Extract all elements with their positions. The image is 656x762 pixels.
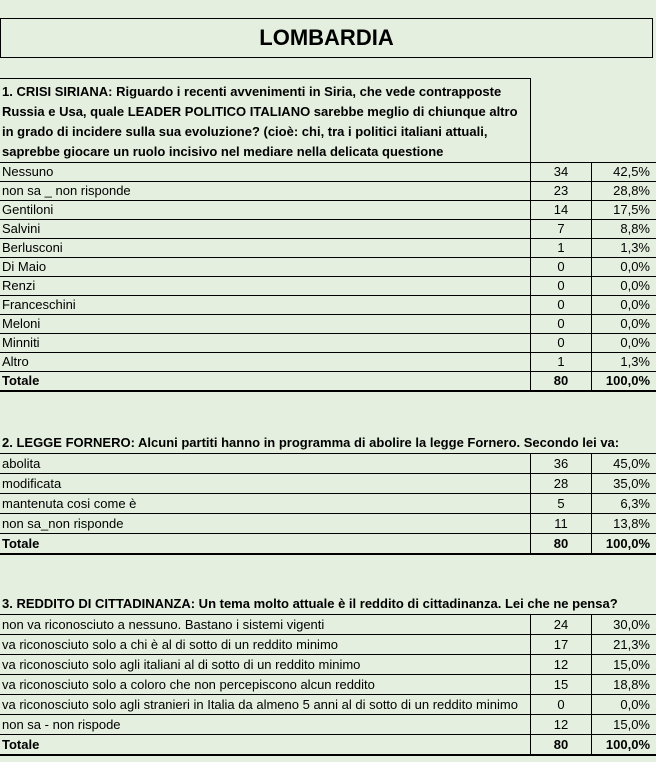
row-label: Franceschini (0, 296, 531, 315)
row-label: Altro (0, 353, 531, 372)
question-2: 2. LEGGE FORNERO: Alcuni partiti hanno in programma di abolire la legge Fornero. Secondo lei va: (2, 435, 620, 450)
row-count: 5 (531, 494, 592, 514)
table-row (0, 220, 656, 239)
total-row (0, 372, 656, 392)
row-label: modificata (0, 474, 531, 494)
row-count: 1 (531, 353, 592, 372)
row-count: 12 (531, 715, 592, 735)
row-count: 36 (531, 454, 592, 474)
table-question-3 (0, 614, 656, 756)
table-row (0, 201, 656, 220)
row-count: 28 (531, 474, 592, 494)
row-percent: 21,3% (592, 635, 656, 655)
row-count: 11 (531, 514, 592, 534)
table-row (0, 514, 656, 534)
row-count: 0 (531, 315, 592, 334)
row-percent: 17,5% (592, 201, 656, 220)
table-row (0, 239, 656, 258)
row-label: abolita (0, 454, 531, 474)
row-count: 1 (531, 239, 592, 258)
table-row (0, 494, 656, 514)
row-count: 34 (531, 163, 592, 182)
table-row (0, 277, 656, 296)
row-label: non sa _ non risponde (0, 182, 531, 201)
row-count: 0 (531, 334, 592, 353)
row-label: va riconosciuto solo a chi è al di sotto di un reddito minimo (0, 635, 531, 655)
row-label: Di Maio (0, 258, 531, 277)
row-label: Salvini (0, 220, 531, 239)
table-row (0, 635, 656, 655)
row-label: non va riconosciuto a nessuno. Bastano i sistemi vigenti (0, 615, 531, 635)
row-label: va riconosciuto solo agli italiani al di sotto di un reddito minimo (0, 655, 531, 675)
row-count: 17 (531, 635, 592, 655)
row-percent: 28,8% (592, 182, 656, 201)
row-label: Berlusconi (0, 239, 531, 258)
row-count: 80 (531, 534, 592, 555)
table-row (0, 675, 656, 695)
row-count: 12 (531, 655, 592, 675)
row-percent: 0,0% (592, 296, 656, 315)
table-row (0, 163, 656, 182)
table-row (0, 655, 656, 675)
row-percent: 35,0% (592, 474, 656, 494)
row-percent: 30,0% (592, 615, 656, 635)
table-row (0, 258, 656, 277)
row-percent: 100,0% (592, 735, 656, 756)
row-count: 15 (531, 675, 592, 695)
row-percent: 45,0% (592, 454, 656, 474)
table-row (0, 695, 656, 715)
table-row (0, 474, 656, 494)
row-label: Totale (0, 372, 531, 392)
row-percent: 0,0% (592, 277, 656, 296)
row-percent: 0,0% (592, 258, 656, 277)
row-label: Meloni (0, 315, 531, 334)
row-percent: 0,0% (592, 315, 656, 334)
row-percent: 15,0% (592, 715, 656, 735)
row-percent: 42,5% (592, 163, 656, 182)
row-count: 0 (531, 695, 592, 715)
row-label: non sa - non rispode (0, 715, 531, 735)
row-label: Totale (0, 534, 531, 555)
table-question-1 (0, 162, 656, 392)
row-count: 0 (531, 296, 592, 315)
row-percent: 13,8% (592, 514, 656, 534)
row-label: Renzi (0, 277, 531, 296)
row-percent: 8,8% (592, 220, 656, 239)
row-count: 23 (531, 182, 592, 201)
row-label: Minniti (0, 334, 531, 353)
question-3: 3. REDDITO DI CITTADINANZA: Un tema molto attuale è il reddito di cittadinanza. Lei che ne pensa? (2, 596, 618, 611)
table-row (0, 615, 656, 635)
question-1: 1. CRISI SIRIANA: Riguardo i recenti avvenimenti in Siria, che vede contrapposte Russia e Usa, quale LEADER POLITICO ITALIANO sarebbe meglio di chiunque altro in grado di incidere sulla sua evoluzione? (cioè: chi, tra i politici italiani attuali, saprebbe giocare un ruolo incisivo nel mediare nella delicata questione (0, 78, 531, 162)
total-row (0, 534, 656, 555)
row-label: Totale (0, 735, 531, 756)
row-label: mantenuta cosi come è (0, 494, 531, 514)
table-row (0, 715, 656, 735)
row-percent: 1,3% (592, 239, 656, 258)
row-label: va riconosciuto solo agli stranieri in Italia da almeno 5 anni al di sotto di un reddito minimo (0, 695, 531, 715)
total-row (0, 735, 656, 756)
row-percent: 1,3% (592, 353, 656, 372)
row-count: 0 (531, 277, 592, 296)
row-percent: 0,0% (592, 334, 656, 353)
table-row (0, 334, 656, 353)
table-row (0, 353, 656, 372)
row-percent: 18,8% (592, 675, 656, 695)
row-count: 80 (531, 735, 592, 756)
sheet-title: LOMBARDIA (0, 18, 653, 58)
row-count: 14 (531, 201, 592, 220)
row-label: va riconosciuto solo a coloro che non percepiscono alcun reddito (0, 675, 531, 695)
row-label: Nessuno (0, 163, 531, 182)
row-count: 80 (531, 372, 592, 392)
table-row (0, 182, 656, 201)
table-row (0, 315, 656, 334)
row-percent: 6,3% (592, 494, 656, 514)
row-count: 24 (531, 615, 592, 635)
row-percent: 100,0% (592, 534, 656, 555)
row-label: Gentiloni (0, 201, 531, 220)
row-percent: 100,0% (592, 372, 656, 392)
row-count: 7 (531, 220, 592, 239)
row-label: non sa_non risponde (0, 514, 531, 534)
row-percent: 15,0% (592, 655, 656, 675)
table-row (0, 296, 656, 315)
row-percent: 0,0% (592, 695, 656, 715)
row-count: 0 (531, 258, 592, 277)
table-row (0, 454, 656, 474)
table-question-2 (0, 453, 656, 555)
